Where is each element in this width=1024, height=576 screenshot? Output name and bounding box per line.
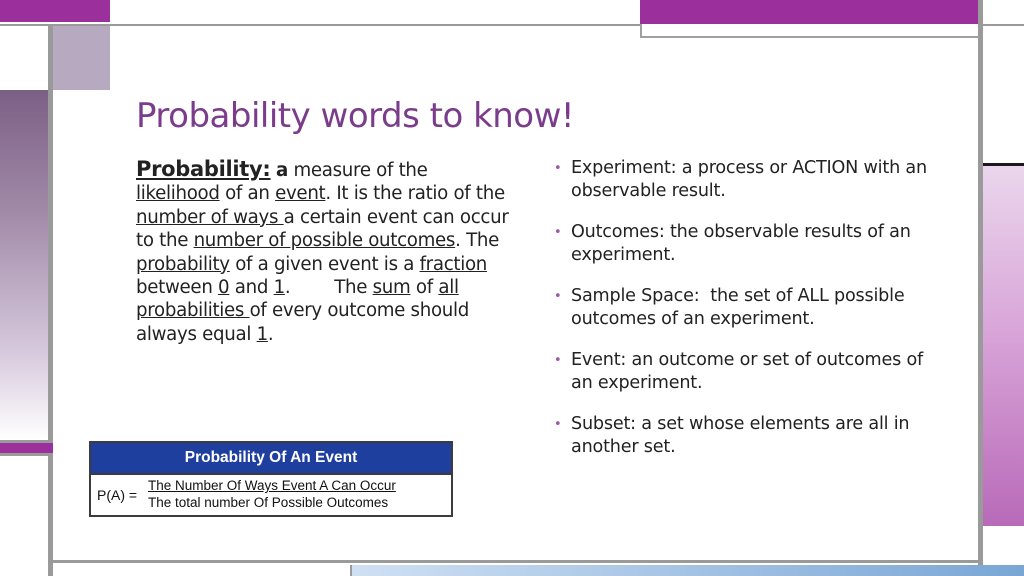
list-item-text: Subset: a set whose elements are all in another set. xyxy=(571,414,910,457)
list-item xyxy=(552,349,932,395)
keyword-possible-outcomes: number of possible outcomes xyxy=(193,230,456,252)
keyword-all: all xyxy=(438,277,459,299)
bullet-icon: • xyxy=(554,353,562,368)
keyword-probability: probability xyxy=(136,253,230,275)
definition-text: of xyxy=(410,277,439,299)
list-item-text: Event: an outcome or set of outcomes of an experiment. xyxy=(571,350,924,393)
bullet-icon: • xyxy=(554,225,562,240)
keyword-sum: sum xyxy=(372,277,411,299)
definition-text: measure of the xyxy=(288,160,428,181)
decor-left-gradient-panel xyxy=(0,90,48,440)
list-item xyxy=(552,221,932,267)
bullet-icon: • xyxy=(554,161,562,176)
definition-text: between xyxy=(136,277,219,299)
keyword-zero: 0 xyxy=(218,277,230,299)
decor-top-right-box xyxy=(640,24,980,38)
formula-header: Probability Of An Event xyxy=(91,443,451,475)
definition-text: . It is the ratio of the xyxy=(325,183,505,205)
list-item xyxy=(552,413,932,459)
decor-right-pink-panel xyxy=(983,166,1024,526)
keyword-event: event xyxy=(275,183,326,205)
definition-text: of every outcome should always equal xyxy=(136,300,470,345)
definition-term: Probability: xyxy=(136,157,271,181)
decor-left-purple-strip xyxy=(0,443,53,453)
formula-body xyxy=(91,475,451,515)
list-item-text: Experiment: a process or ACTION with an observable result. xyxy=(571,158,927,201)
formula-lhs: P(A) = xyxy=(97,487,138,503)
definition-text: a certain event can occur to the xyxy=(136,206,509,252)
formula-denominator: The total number Of Possible Outcomes xyxy=(148,495,389,510)
keyword-likelihood: likelihood xyxy=(136,183,220,205)
decor-top-left-bar xyxy=(0,0,110,22)
keyword-probabilities: probabilities xyxy=(136,300,250,322)
probability-formula-box xyxy=(89,441,453,517)
bullet-icon: • xyxy=(554,289,562,304)
list-item xyxy=(552,157,932,203)
keyword-one: 1 xyxy=(273,277,285,299)
decor-gray-square xyxy=(53,26,110,90)
definition-text: and xyxy=(229,277,274,299)
bullet-icon: • xyxy=(554,417,562,432)
definition-text: . The xyxy=(284,277,373,299)
keyword-number-of-ways: number of ways xyxy=(136,206,284,228)
formula-numerator: The Number Of Ways Event A Can Occur xyxy=(148,478,396,493)
definition-text: . xyxy=(267,323,274,345)
definition-text: of a given event is a xyxy=(229,253,420,275)
definition-text: . The xyxy=(455,230,499,252)
decor-bottom-line xyxy=(53,560,978,563)
definition-text: a xyxy=(276,160,288,181)
vocabulary-list xyxy=(552,157,932,477)
keyword-fraction: fraction xyxy=(419,253,488,275)
definition-text: of an xyxy=(219,183,276,205)
list-item xyxy=(552,285,932,331)
decor-left-vertical-line xyxy=(48,24,53,576)
decor-left-divider xyxy=(0,453,48,456)
slide-title: Probability words to know! xyxy=(136,96,575,136)
decor-top-right-bar xyxy=(640,0,980,24)
list-item-text: Sample Space: the set of ALL possible outcomes of an experiment. xyxy=(571,286,910,329)
decor-bottom-blue-bar xyxy=(350,565,1024,576)
list-item-text: Outcomes: the observable results of an experiment. xyxy=(571,222,911,265)
keyword-one: 1 xyxy=(256,323,268,345)
definition-paragraph xyxy=(136,158,516,346)
